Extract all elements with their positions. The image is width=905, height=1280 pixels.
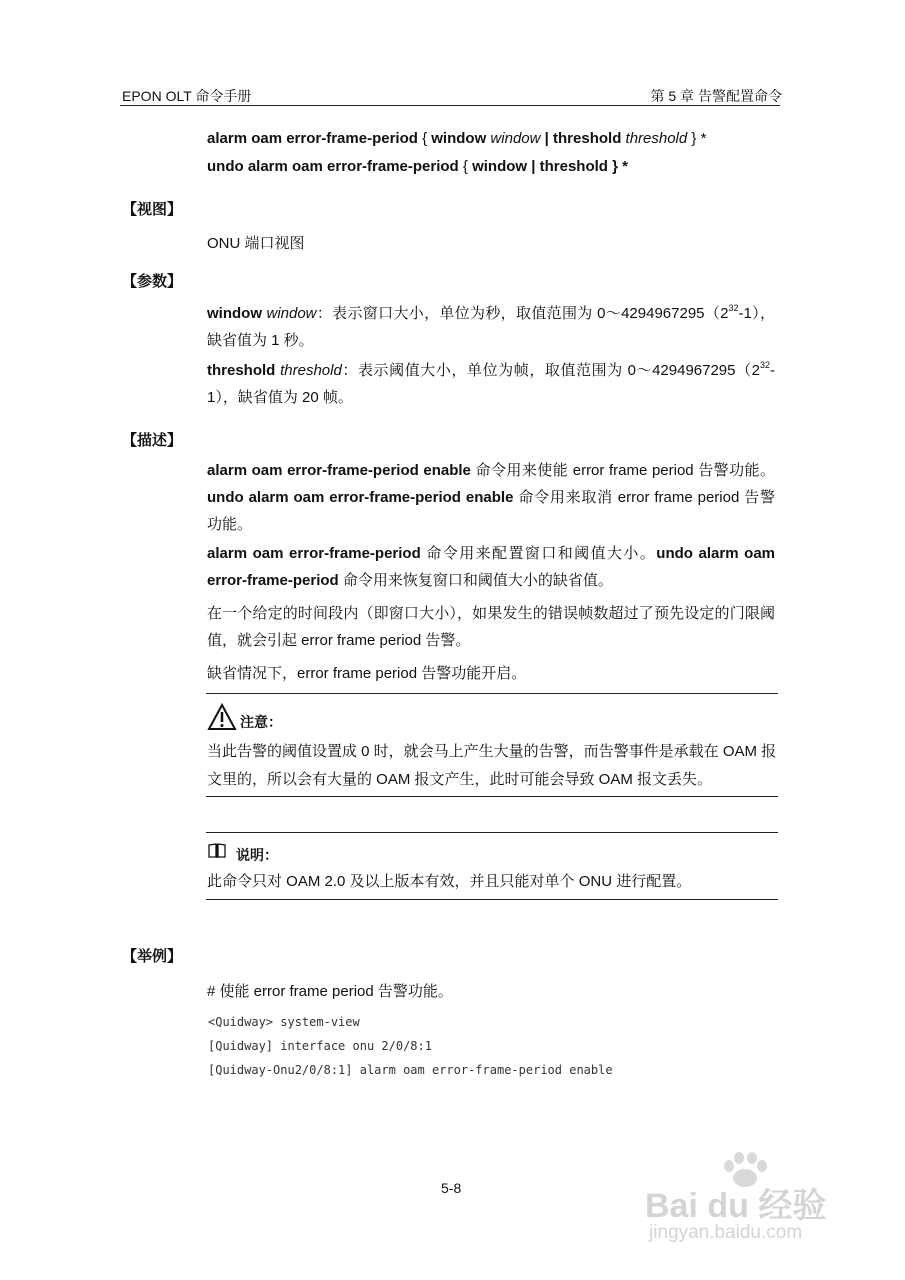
syntax-line-2 [207, 158, 628, 175]
param-window-keyword: window [207, 305, 262, 322]
section-params: 【参数】 [122, 273, 183, 290]
watermark-brand: Bai du 经验 [645, 1187, 827, 1225]
example-intro: # 使能 error frame period 告警功能。 [207, 983, 453, 1000]
header-right: 第 5 章 告警配置命令 [650, 88, 782, 104]
syntax-command: alarm oam error-frame-period [207, 130, 418, 147]
brace-open: { [458, 158, 473, 175]
brace-close: } * [687, 130, 707, 147]
code-line: [Quidway-Onu2/0/8:1] alarm oam error-frame-period enable [208, 1063, 613, 1077]
description-p4: 缺省情况下，error frame period 告警功能开启。 [207, 665, 527, 682]
cmd-config: alarm oam error-frame-period [207, 545, 421, 562]
param-threshold-exponent: 32 [760, 360, 771, 370]
watermark-url: jingyan.baidu.com [649, 1222, 803, 1243]
caution-bottom-rule [206, 796, 778, 797]
param-window-desc-tail: -1），缺省值为 1 秒。 [207, 305, 775, 349]
param-window-exponent: 32 [728, 303, 739, 313]
code-line: <Quidway> system-view [208, 1015, 360, 1029]
book-icon [207, 842, 227, 863]
cmd-undo-config: undo alarm oam error-frame-period [207, 545, 776, 589]
arg-window: window [486, 130, 541, 147]
info-bottom-rule [206, 899, 778, 900]
caution-top-rule [206, 693, 778, 694]
syntax-line-1 [207, 130, 706, 147]
info-title: 说明： [236, 847, 278, 863]
arg-threshold: threshold [621, 130, 688, 147]
section-description: 【描述】 [122, 432, 183, 449]
info-body: 此命令只对 OAM 2.0 及以上版本有效，并且只能对单个 ONU 进行配置。 [207, 873, 692, 890]
param-threshold [207, 357, 775, 411]
code-line: [Quidway] interface onu 2/0/8:1 [208, 1039, 432, 1053]
caution-title: 注意： [240, 714, 282, 730]
keyword-window: window [472, 158, 528, 175]
syntax-undo-command: undo alarm oam error-frame-period [207, 158, 459, 175]
param-threshold-arg: threshold [275, 362, 342, 379]
keyword-window: window [431, 130, 487, 147]
warning-icon [207, 703, 237, 735]
keyword-threshold: threshold [539, 158, 608, 175]
param-threshold-desc-tail: -1），缺省值为 20 帧。 [207, 362, 776, 406]
param-threshold-desc: ：表示阈值大小，单位为帧，取值范围为 0～4294967295（2 [341, 362, 760, 379]
info-top-rule [206, 832, 778, 833]
caution-body: 当此告警的阈值设置成 0 时，就会马上产生大量的告警，而告警事件是承载在 OAM 报文里的，所以会有大量的 OAM 报文产生，此时可能会导致 OAM 报文丢失。 [207, 743, 777, 788]
keyword-threshold: threshold [553, 130, 622, 147]
description-p1 [207, 457, 775, 538]
text: 命令用来使能 error frame period 告警功能。 [470, 462, 775, 479]
baidu-watermark [645, 1150, 855, 1250]
param-window-arg: window [262, 305, 317, 322]
param-window [207, 300, 775, 354]
brace-close: } * [607, 158, 628, 175]
view-text: ONU 端口视图 [207, 235, 305, 252]
cmd-enable: alarm oam error-frame-period enable [207, 462, 471, 479]
header-divider [120, 105, 780, 106]
text: 命令用来配置窗口和阈值大小。 [420, 545, 657, 562]
header-left: EPON OLT 命令手册 [122, 88, 252, 104]
text: 命令用来恢复窗口和阈值大小的缺省值。 [338, 572, 613, 589]
description-p2 [207, 540, 775, 594]
description-p3: 在一个给定的时间段内（即窗口大小），如果发生的错误帧数超过了预先设定的门限阈值，就会引起 error frame period 告警。 [207, 605, 775, 649]
param-window-desc: ：表示窗口大小，单位为秒，取值范围为 0～4294967295（2 [316, 305, 729, 322]
text: 命令用来取消 error frame period 告警功能。 [207, 489, 775, 533]
separator: | [540, 130, 554, 147]
page-number: 5-8 [441, 1180, 462, 1196]
section-view: 【视图】 [122, 201, 183, 218]
brace-open: { [417, 130, 432, 147]
separator: | [527, 158, 540, 175]
section-example: 【举例】 [122, 948, 183, 965]
cmd-undo-enable: undo alarm oam error-frame-period enable [207, 489, 514, 506]
param-threshold-keyword: threshold [207, 362, 276, 379]
